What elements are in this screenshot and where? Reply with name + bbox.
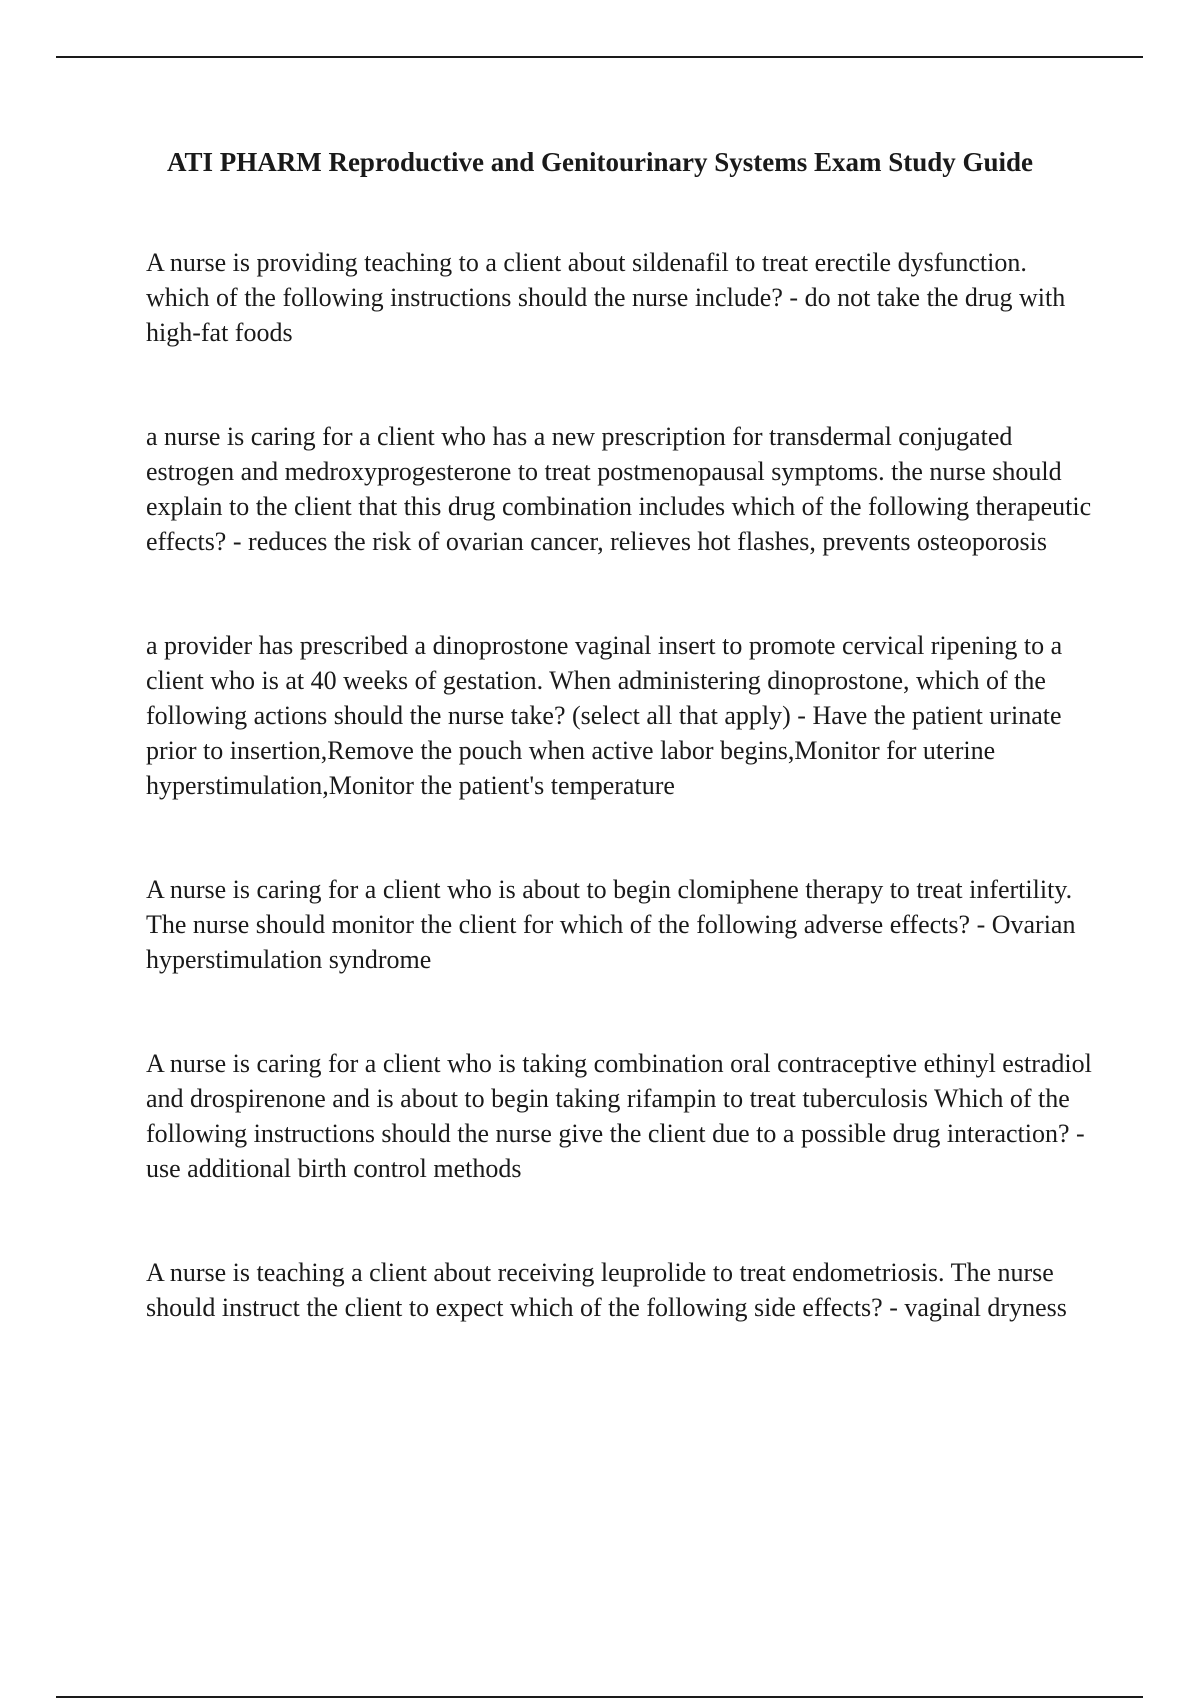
- qa-item: a nurse is caring for a client who has a new prescription for transdermal conjugated estrogen and medroxyprogesterone to treat postmenopausal symptoms. the nurse should explain to the client that this drug combination includes which of the following therapeutic effects? - reduces the risk of ovarian cancer, relieves hot flashes, prevents osteoporosis: [146, 422, 1092, 556]
- answer-text: Have the patient urinate prior to insertion,Remove the pouch when active labor begins,Monitor for uterine hyperstimulation,Monitor the patient's temperature: [146, 701, 1062, 800]
- qa-item: A nurse is caring for a client who is taking combination oral contraceptive ethinyl estradiol and drospirenone and is about to begin taking rifampin to treat tuberculosis Which of the following instructions should the nurse give the client due to a possible drug interaction? - use additional birth control methods: [146, 1049, 1092, 1183]
- answer-text: do not take the drug with high-fat foods: [146, 283, 1066, 347]
- answer-text: vaginal dryness: [904, 1293, 1067, 1322]
- qa-item: A nurse is teaching a client about receiving leuprolide to treat endometriosis. The nurse should instruct the client to expect which of the following side effects? - vaginal dryness: [146, 1258, 1067, 1322]
- question-text: a nurse is caring for a client who has a new prescription for transdermal conjugated estrogen and medroxyprogesterone to treat postmenopausal symptoms. the nurse should explain to the client that this drug combination includes which of the following therapeutic effects?: [146, 422, 1092, 556]
- qa-item: A nurse is providing teaching to a client about sildenafil to treat erectile dysfunction. which of the following instructions should the nurse include? - do not take the drug with high-fat foods: [146, 248, 1066, 347]
- page-title: ATI PHARM Reproductive and Genitourinary Systems Exam Study Guide: [166, 147, 1034, 177]
- bottom-rule: [56, 1696, 1143, 1698]
- top-rule: [56, 56, 1143, 58]
- qa-list: [146, 245, 1096, 1325]
- question-text: A nurse is providing teaching to a client about sildenafil to treat erectile dysfunction. which of the following instructions should the nurse include?: [146, 248, 1027, 312]
- answer-text: Ovarian hyperstimulation syndrome: [146, 910, 1076, 974]
- question-text: A nurse is teaching a client about receiving leuprolide to treat endometriosis. The nurse should instruct the client to expect which of the following side effects?: [146, 1258, 1054, 1322]
- answer-text: reduces the risk of ovarian cancer, relieves hot flashes, prevents osteoporosis: [248, 527, 1047, 556]
- qa-item: a provider has prescribed a dinoprostone vaginal insert to promote cervical ripening to a client who is at 40 weeks of gestation. When administering dinoprostone, which of the following actions should the nurse take? (select all that apply) - Have the patient urinate prior to insertion,Remove the pouch when active labor begins,Monitor for uterine hyperstimulation,Monitor the patient's temperature: [146, 631, 1063, 800]
- question-text: A nurse is caring for a client who is taking combination oral contraceptive ethinyl estradiol and drospirenone and is about to begin taking rifampin to treat tuberculosis Which of the following instructions should the nurse give the client due to a possible drug interaction?: [146, 1049, 1092, 1148]
- question-text: A nurse is caring for a client who is about to begin clomiphene therapy to treat infertility. The nurse should monitor the client for which of the following adverse effects?: [146, 875, 1073, 939]
- qa-item: A nurse is caring for a client who is about to begin clomiphene therapy to treat infertility. The nurse should monitor the client for which of the following adverse effects? - Ovarian hyperstimulation syndrome: [146, 875, 1076, 974]
- question-text: a provider has prescribed a dinoprostone vaginal insert to promote cervical ripening to a client who is at 40 weeks of gestation. When administering dinoprostone, which of the following actions should the nurse take? (select all that apply): [146, 631, 1063, 730]
- answer-text: use additional birth control methods: [146, 1154, 522, 1183]
